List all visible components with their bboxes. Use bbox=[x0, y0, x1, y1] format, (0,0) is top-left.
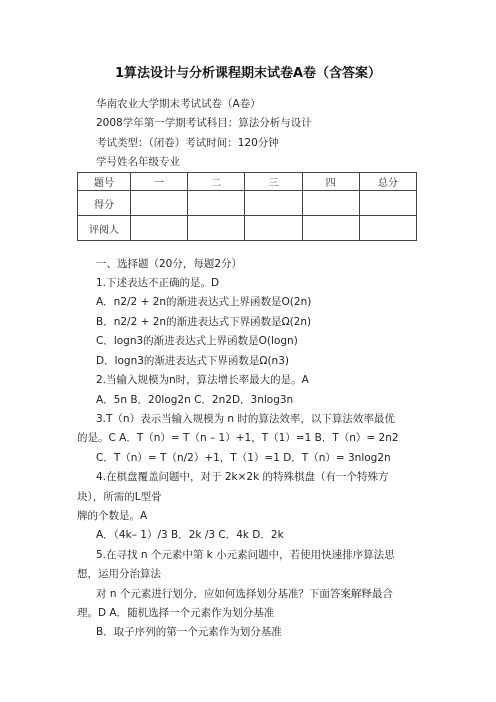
student-info-line: 学号姓名年级专业 bbox=[96, 156, 180, 168]
question-5-line-2: 想，运用分治算法 bbox=[77, 568, 161, 580]
question-3-line-3: C．T（n）= T（n/2）+1，T（1）=1 D．T（n）= 3nlog2n bbox=[96, 452, 391, 464]
header-cell-1: 一 bbox=[131, 173, 188, 191]
question-3-line-2: 的是。C A．T（n）= T（n – 1）+1，T（1）=1 B．T（n）= 2n2 bbox=[77, 432, 399, 444]
reviewer-cell bbox=[188, 216, 245, 241]
score-cell bbox=[302, 191, 359, 216]
question-3-line-1: 3.T（n）表示当输入规模为 n 时的算法效率，以下算法效率最优 bbox=[96, 413, 395, 425]
reviewer-row bbox=[78, 216, 417, 241]
question-1-option-a: A．n2/2 + 2n的渐进表达式上界函数是O(2n) bbox=[96, 296, 312, 308]
question-4-options: A．（4k– 1）/3 B．2k /3 C．4k D．2k bbox=[96, 529, 284, 541]
header-cell-4: 四 bbox=[302, 173, 359, 191]
row-label-reviewer: 评阅人 bbox=[78, 216, 131, 241]
question-5-line-5: B．取子序列的第一个元素作为划分基准 bbox=[96, 626, 282, 638]
question-2: 2.当输入规模为n时，算法增长率最大的是。A bbox=[96, 374, 309, 386]
university-line: 华南农业大学期末考试试卷（A卷） bbox=[96, 98, 261, 110]
question-5-line-1: 5.在寻找 n 个元素中第 k 小元素问题中，若使用快速排序算法思 bbox=[96, 549, 395, 561]
header-cell-3: 三 bbox=[245, 173, 302, 191]
score-table bbox=[77, 172, 417, 241]
question-4-line-3: 牌的个数是。A bbox=[77, 510, 148, 522]
reviewer-cell bbox=[359, 216, 416, 241]
section-heading: 一、选择题（20分，每题2分） bbox=[96, 258, 243, 270]
question-1-option-d: D．logn3的渐进表达式下界函数是Ω(n3) bbox=[96, 355, 289, 367]
semester-line: 2008学年第一学期考试科目：算法分析与设计 bbox=[96, 117, 312, 129]
row-label-score: 得分 bbox=[78, 191, 131, 216]
exam-type-line: 考试类型：（闭卷）考试时间：120分钟 bbox=[96, 137, 279, 149]
reviewer-cell bbox=[302, 216, 359, 241]
reviewer-cell bbox=[245, 216, 302, 241]
question-1: 1.下述表达不正确的是。D bbox=[96, 277, 220, 289]
score-cell bbox=[188, 191, 245, 216]
score-cell bbox=[131, 191, 188, 216]
question-2-options: A．5n B．20log2n C．2n2D．3nlog3n bbox=[96, 394, 294, 406]
score-table-header-row bbox=[78, 173, 417, 191]
header-cell-total: 总分 bbox=[359, 173, 416, 191]
question-5-line-3: 对 n 个元素进行划分，应如何选择划分基准？下面答案解释最合 bbox=[96, 588, 393, 600]
question-4-line-2: 块），所需的L型骨 bbox=[77, 491, 162, 503]
header-cell-question-no: 题号 bbox=[78, 173, 131, 191]
question-1-option-b: B．n2/2 + 2n的渐进表达式下界函数是Ω(2n) bbox=[96, 316, 312, 328]
document-title: 1算法设计与分析课程期末试卷A卷（含答案） bbox=[114, 66, 382, 81]
question-4-line-1: 4.在棋盘覆盖问题中，对于 2k×2k 的特殊棋盘（有一个特殊方 bbox=[96, 471, 389, 483]
question-5-line-4: 理。D A．随机选择一个元素作为划分基准 bbox=[77, 607, 275, 619]
score-cell bbox=[359, 191, 416, 216]
question-1-option-c: C．logn3的渐进表达式上界函数是O(logn) bbox=[96, 335, 298, 347]
score-row bbox=[78, 191, 417, 216]
score-cell bbox=[245, 191, 302, 216]
reviewer-cell bbox=[131, 216, 188, 241]
header-cell-2: 二 bbox=[188, 173, 245, 191]
